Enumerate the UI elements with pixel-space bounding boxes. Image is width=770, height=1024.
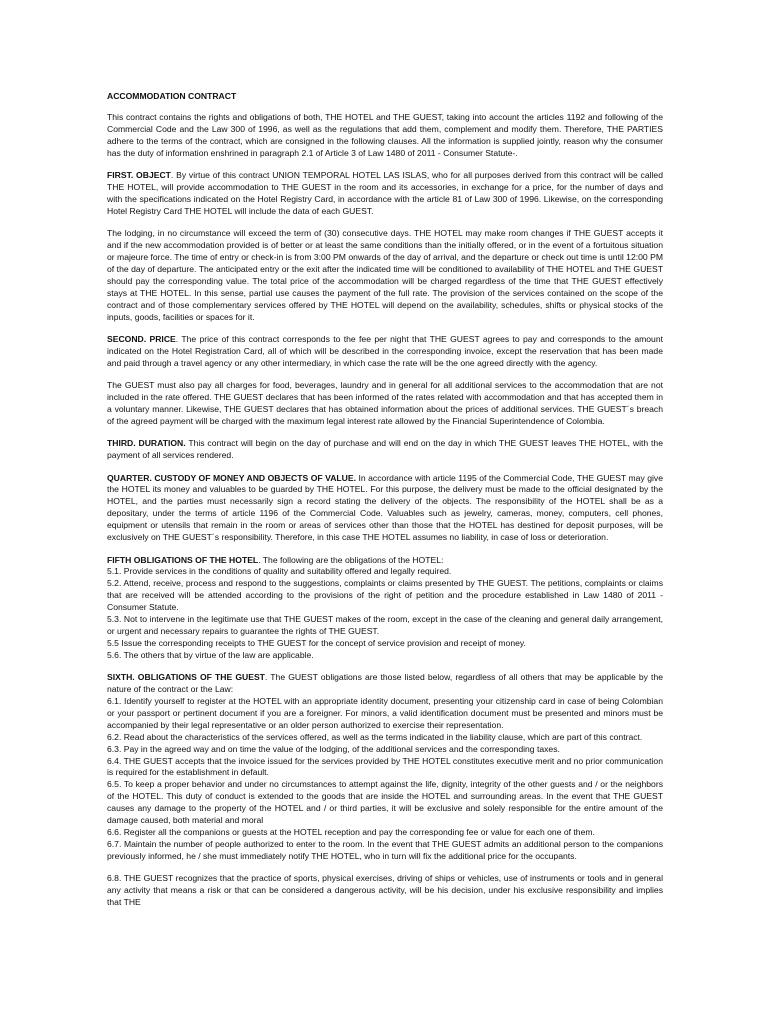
fifth-clause-heading: FIFTH OBLIGATIONS OF THE HOTEL [107, 554, 259, 565]
sixth-clause [107, 672, 663, 863]
fifth-clause-text: . The following are the obligations of the HOTEL: [258, 554, 444, 565]
list-item: 5.6. The others that by virtue of the law are applicable. [107, 649, 314, 660]
fifth-clause-intro [107, 555, 663, 567]
list-item: 5.5 Issue the corresponding receipts to THE GUEST for the concept of service provision and receipt of money. [107, 637, 526, 648]
list-item: 6.3. Pay in the agreed way and on time the value of the lodging, of the additional services and the corresponding taxes. [107, 743, 560, 754]
list-item: 6.1. Identify yourself to register at the HOTEL with an appropriate identity document, presenting your citizenship card in case of being Colombian or your passport or pertinent document if you are a foreigner. For minors, a valid identification document must be presented and minors must be accompanied by their legal representative or an older person authorized to exercise their representation. [107, 695, 663, 730]
list-item: 6.7. Maintain the number of people authorized to enter to the room. In the event that THE GUEST admits an additional person to the companions previously informed, he / she must immediately notify THE HOTEL, who in turn will fix the additional price for the occupants. [107, 838, 663, 861]
quarter-clause-heading: QUARTER. CUSTODY OF MONEY AND OBJECTS OF VALUE. [107, 472, 356, 483]
document-title: ACCOMMODATION CONTRACT [107, 91, 237, 101]
list-item: 6.6. Register all the companions or guests at the HOTEL reception and pay the corresponding fee or value for each one of them. [107, 826, 595, 837]
second-clause [107, 334, 663, 370]
list-item: 6.4. THE GUEST accepts that the invoice issued for the services provided by THE HOTEL constitutes executive merit and no prior communication is required for the establishment in default. [107, 755, 663, 778]
second-clause-text: . The price of this contract corresponds to the fee per night that THE GUEST agrees to pay and corresponds to the amount indicated on the Hotel Registration Card, all of which will be described in the corresponding invoice, except the reservation that has been made and paid through a travel agency or any other intermediary, in which case the rate will be the one agreed directly with the agency. [107, 333, 663, 368]
quarter-clause [107, 473, 663, 544]
list-item: 5.2. Attend, receive, process and respond to the suggestions, complaints or claims presented by THE GUEST. The petitions, complaints or claims that are received will be attended according to the provisions of the right of petition and the procedure established in Law 1480 of 2011 - Consumer Statute. [107, 578, 663, 613]
quarter-clause-text: In accordance with article 1195 of the Commercial Code, THE GUEST may give the HOTEL its money and valuables to be guarded by THE HOTEL. For this purpose, the delivery must be made to the official designated by the HOTEL, and the parties must necessarily sign a record stating the delivery of the objects. The responsibility of the HOTEL shall be as a depositary, under the terms of article 1196 of the Commercial Code. Valuables such as jewelry, cameras, money, computers, cell phones, equipment or utensils that remain in the room or areas of services other than those that the HOTEL has destined for deposit purposes, will be exclusively on THE GUEST´s responsibility. Therefore, in this case THE HOTEL assumes no liability, in case of loss or deterioration. [107, 472, 663, 543]
first-clause [107, 170, 663, 218]
sixth-clause-text: . The GUEST obligations are those listed below, regardless of all others that may be applicable by the nature of the contract or the Law: [107, 672, 663, 695]
lodging-paragraph: The lodging, in no circumstance will exceed the term of (30) consecutive days. THE HOTEL may make room changes if THE GUEST accepts it and if the new accommodation provided is of better or at least the same conditions than the initially offered, or in the event of a fortuitous situation or majeure force. The time of entry or check-in is from 3:00 PM onwards of the day of arrival, and the departure or check out time is until 12:00 PM of the day of departure. The anticipated entry or the exit after the indicated time will be conditioned to availability of THE HOTEL and THE GUEST should pay the corresponding value. The total price of the accommodation will be charged regardless of the time that THE GUEST effectively stays at THE HOTEL. In this sense, partial use causes the payment of the full rate. The provision of the services contained on the scope of the contract and of those complementary services offered by THE HOTEL will depend on the availability, schedules, shifts or physical stocks of the inputs, goods, facilities or spaces for it. [107, 228, 663, 322]
sixth-clause-intro [107, 672, 663, 696]
first-clause-heading: FIRST. OBJECT [107, 170, 171, 181]
third-clause-text: This contract will begin on the day of purchase and will end on the day in which THE GUEST leaves THE HOTEL, with the payment of all services rendered. [107, 438, 663, 461]
intro-paragraph: This contract contains the rights and obligations of both, THE HOTEL and THE GUEST, taking into account the articles 1192 and following of the Commercial Code and the Law 300 of 1996, as well as the regulations that add them, complement and modify them. Therefore, THE PARTIES adhere to the terms of the contract, which are consigned in the following clauses. All the information is supplied jointly, reason why the consumer has the duty of information enshrined in paragraph 2.1 of Article 3 of Law 1480 of 2011 - Consumer Statute-. [107, 111, 663, 158]
first-clause-text: . By virtue of this contract UNION TEMPORAL HOTEL LAS ISLAS, who for all purposes derived from this contract will be called THE HOTEL, will provide accommodation to THE GUEST in the room and its accessories, in exchange for a price, for the number of days and with the specifications indicated on the Hotel Registry Card, in accordance with the article 81 of Law 300 of 1996. Likewise, on the corresponding Hotel Registry Card THE HOTEL will include the data of each GUEST. [107, 170, 663, 216]
list-item: 6.2. Read about the characteristics of the services offered, as well as the terms indicated in the liability clause, which are part of this contract. [107, 731, 643, 742]
fifth-clause [107, 555, 663, 662]
second-clause-heading: SECOND. PRICE [107, 333, 176, 344]
list-item: 6.5. To keep a proper behavior and under no circumstances to attempt against the life, dignity, integrity of the other guests and / or the neighbors of the HOTEL. This duty of conduct is extended to the goods that are inside the HOTEL and surrounding areas. In the event that THE GUEST causes any damage to the property of the HOTEL and / or third parties, it will be exclusive and solely responsible for the entire amount of the damage caused, both material and moral [107, 779, 663, 826]
list-item: 5.3. Not to intervene in the legitimate use that THE GUEST makes of the room, except in the case of the cleaning and general daily arrangement, or urgent and necessary repairs to guarantee the rights of THE GUEST. [107, 614, 663, 636]
item-6-8-paragraph: 6.8. THE GUEST recognizes that the practice of sports, physical exercises, driving of ships or vehicles, use of instruments or tools and in general any activity that means a risk or that can be considered a dangerous activity, will be his decision, under his exclusive responsibility and implies that THE [107, 873, 663, 907]
third-clause [107, 438, 663, 462]
sixth-clause-heading: SIXTH. OBLIGATIONS OF THE GUEST [107, 672, 265, 683]
contract-page [107, 91, 663, 919]
charges-paragraph: The GUEST must also pay all charges for food, beverages, laundry and in general for all additional services to the accommodation that are not included in the rate offered. THE GUEST declares that has been informed of the rates related with accommodation and that has accepted them in a voluntary manner. Likewise, THE GUEST declares that has obtained information about the prices of additional services. THE GUEST´s breach of the agreed payment will be charged with the maximum legal interest rate allowed by the Financial Superintendence of Colombia. [107, 380, 663, 426]
third-clause-heading: THIRD. DURATION. [107, 438, 186, 449]
list-item: 5.1. Provide services in the conditions of quality and suitability offered and legally required. [107, 566, 452, 577]
